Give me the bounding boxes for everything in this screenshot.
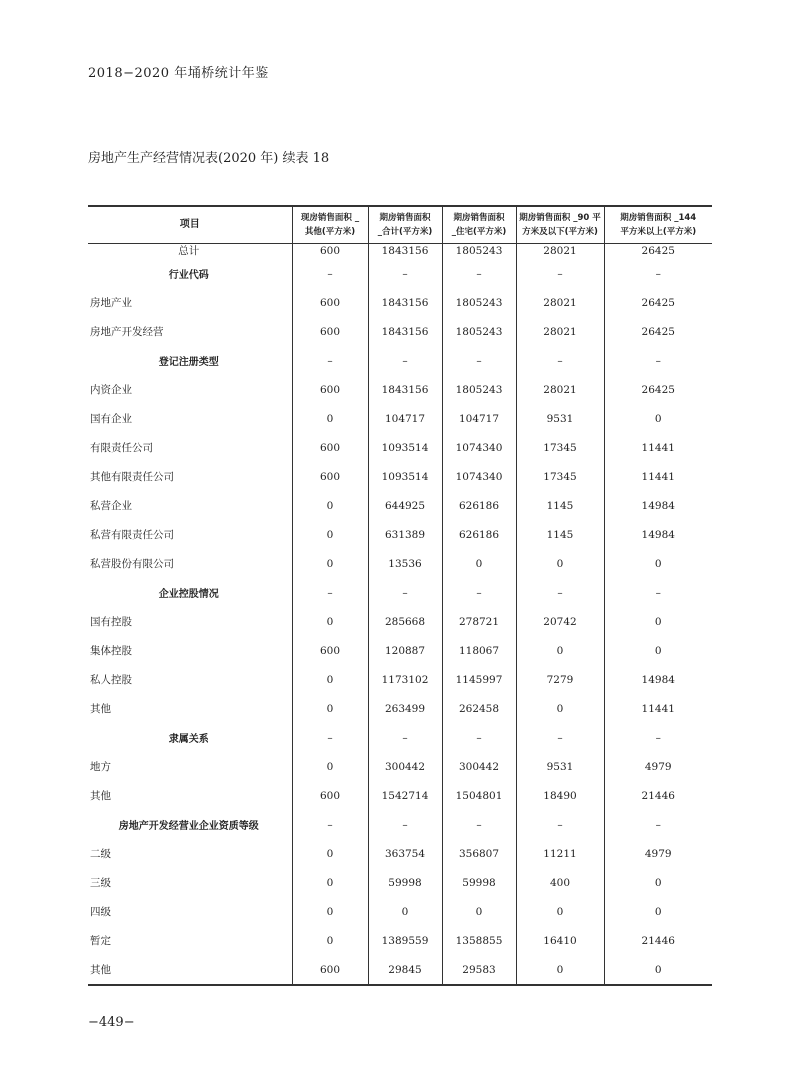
table-row (88, 665, 712, 694)
table-row (88, 317, 712, 346)
row-label: 总计 (178, 245, 200, 257)
table-cell: – (442, 578, 516, 607)
table-cell: – (292, 346, 368, 375)
table-row (88, 549, 712, 578)
table-cell: – (604, 723, 712, 752)
category-heading: 登记注册类型 (158, 357, 219, 368)
row-label: 房地产开发经营 (90, 326, 164, 338)
table-cell: – (368, 723, 442, 752)
table-cell: 1805243 (442, 244, 516, 260)
table-cell: 16410 (516, 926, 604, 955)
table-cell: 0 (604, 868, 712, 897)
column-header-presale-144-above: 期房销售面积 _144 平方米以上(平方米) (604, 206, 712, 244)
table-cell: 0 (604, 404, 712, 433)
table-cell: 17345 (516, 433, 604, 462)
table-cell: – (292, 259, 368, 288)
page-number: −449− (88, 1015, 135, 1030)
table-cell: 4979 (604, 752, 712, 781)
table-cell: – (604, 346, 712, 375)
table-cell: 600 (292, 462, 368, 491)
table-cell: – (442, 723, 516, 752)
table-cell: – (368, 259, 442, 288)
table-cell: 21446 (604, 926, 712, 955)
table-cell: 104717 (368, 404, 442, 433)
table-cell: 0 (292, 839, 368, 868)
table-cell: 600 (292, 781, 368, 810)
table-cell: 0 (604, 549, 712, 578)
table-cell: 600 (292, 375, 368, 404)
table-cell: – (368, 346, 442, 375)
table-cell: 262458 (442, 694, 516, 723)
table-row (88, 578, 712, 607)
table-cell: 1843156 (368, 288, 442, 317)
table-cell: 0 (604, 607, 712, 636)
table-cell: 0 (604, 955, 712, 985)
table-cell: 0 (604, 636, 712, 665)
row-label: 其他有限责任公司 (90, 471, 174, 483)
table-cell: 1074340 (442, 462, 516, 491)
row-label: 地方 (90, 761, 111, 773)
table-header-row (88, 206, 712, 244)
table-cell: 11441 (604, 462, 712, 491)
table-cell: 11441 (604, 433, 712, 462)
table-cell: 0 (516, 636, 604, 665)
table-cell: 626186 (442, 520, 516, 549)
table-row (88, 404, 712, 433)
row-label: 暂定 (90, 935, 111, 947)
table-cell: 9531 (516, 752, 604, 781)
table-row (88, 636, 712, 665)
table-cell: 600 (292, 288, 368, 317)
table-cell: 59998 (442, 868, 516, 897)
table-cell: – (442, 259, 516, 288)
row-label: 有限责任公司 (90, 442, 153, 454)
table-cell: 1843156 (368, 244, 442, 260)
table-cell: 21446 (604, 781, 712, 810)
table-cell: 0 (516, 897, 604, 926)
table-cell: 14984 (604, 491, 712, 520)
column-header-presale-residential: 期房销售面积 _住宅(平方米) (442, 206, 516, 244)
table-row (88, 259, 712, 288)
table-cell: 4979 (604, 839, 712, 868)
table-cell: – (516, 723, 604, 752)
table-cell: 1358855 (442, 926, 516, 955)
column-header-presale-total: 期房销售面积 _合计(平方米) (368, 206, 442, 244)
table-cell: 11441 (604, 694, 712, 723)
table-cell: – (442, 346, 516, 375)
table-cell: 363754 (368, 839, 442, 868)
table-cell: 0 (292, 868, 368, 897)
table-cell: – (516, 346, 604, 375)
table-cell: 18490 (516, 781, 604, 810)
table-row (88, 520, 712, 549)
table-row (88, 375, 712, 404)
table-cell: 0 (516, 955, 604, 985)
row-label: 私营股份有限公司 (90, 558, 174, 570)
table-cell: – (368, 810, 442, 839)
row-label: 私人控股 (90, 674, 132, 686)
table-cell: 0 (292, 752, 368, 781)
table-cell: 0 (292, 926, 368, 955)
table-cell: 1542714 (368, 781, 442, 810)
table-cell: 356807 (442, 839, 516, 868)
table-cell: 1093514 (368, 462, 442, 491)
table-cell: – (292, 723, 368, 752)
table-cell: 14984 (604, 520, 712, 549)
table-cell: 300442 (442, 752, 516, 781)
table-row (88, 839, 712, 868)
table-cell: 1145 (516, 491, 604, 520)
table-row (88, 346, 712, 375)
table-cell: 28021 (516, 375, 604, 404)
table-cell: 0 (292, 404, 368, 433)
table-cell: 1805243 (442, 288, 516, 317)
row-label: 其他 (90, 703, 111, 715)
table-cell: 120887 (368, 636, 442, 665)
table-cell: 29583 (442, 955, 516, 985)
table-row (88, 723, 712, 752)
table-cell: – (516, 810, 604, 839)
row-label: 其他 (90, 790, 111, 802)
table-cell: – (604, 259, 712, 288)
table-cell: 0 (516, 694, 604, 723)
row-label: 集体控股 (90, 645, 132, 657)
table-title: 房地产生产经营情况表(2020 年) 续表 18 (88, 151, 330, 166)
category-heading: 企业控股情况 (158, 589, 219, 600)
table-cell: 29845 (368, 955, 442, 985)
table-cell: – (292, 578, 368, 607)
table-row (88, 868, 712, 897)
row-label: 国有控股 (90, 616, 132, 628)
row-label: 三级 (90, 877, 111, 889)
statistics-table (88, 205, 712, 986)
table-cell: 600 (292, 317, 368, 346)
running-head: 2018−2020 年埇桥统计年鉴 (88, 66, 269, 81)
column-header-item: 项目 (88, 206, 292, 244)
table-cell: – (604, 810, 712, 839)
table-row (88, 810, 712, 839)
table-cell: 9531 (516, 404, 604, 433)
table-cell: 28021 (516, 288, 604, 317)
category-heading: 行业代码 (168, 270, 209, 281)
table-cell: – (516, 259, 604, 288)
table-cell: 1173102 (368, 665, 442, 694)
table-cell: 104717 (442, 404, 516, 433)
table-cell: 17345 (516, 462, 604, 491)
table-cell: 26425 (604, 317, 712, 346)
table-row (88, 781, 712, 810)
table-cell: 263499 (368, 694, 442, 723)
row-label: 私营有限责任公司 (90, 529, 174, 541)
table-cell: 0 (292, 665, 368, 694)
table-cell: 600 (292, 636, 368, 665)
category-heading: 房地产开发经营业企业资质等级 (118, 821, 259, 832)
table-cell: 1145 (516, 520, 604, 549)
table-cell: 1389559 (368, 926, 442, 955)
table-cell: 1504801 (442, 781, 516, 810)
table-cell: 118067 (442, 636, 516, 665)
row-label: 房地产业 (90, 297, 132, 309)
table-row (88, 752, 712, 781)
table-cell: 1805243 (442, 375, 516, 404)
table-cell: 600 (292, 244, 368, 260)
row-label: 其他 (88, 955, 292, 985)
table-row (88, 607, 712, 636)
table-cell: 300442 (368, 752, 442, 781)
table-cell: 0 (292, 694, 368, 723)
table-cell: 278721 (442, 607, 516, 636)
table-cell: 1805243 (442, 317, 516, 346)
table-cell: 20742 (516, 607, 604, 636)
table-cell: 26425 (604, 375, 712, 404)
row-label: 二级 (90, 848, 111, 860)
row-label: 内资企业 (90, 384, 132, 396)
table-row (88, 694, 712, 723)
table-row (88, 955, 712, 985)
table-cell: – (442, 810, 516, 839)
table-cell: 13536 (368, 549, 442, 578)
table-row (88, 244, 712, 260)
column-header-existing-other: 现房销售面积 _ 其他(平方米) (292, 206, 368, 244)
table-cell: 0 (292, 607, 368, 636)
table-cell: 0 (442, 549, 516, 578)
table-cell: 0 (292, 897, 368, 926)
table-cell: 600 (292, 433, 368, 462)
table-cell: 0 (368, 897, 442, 926)
table-cell: 28021 (516, 317, 604, 346)
table-row (88, 491, 712, 520)
table-cell: 1074340 (442, 433, 516, 462)
table-cell: 644925 (368, 491, 442, 520)
column-header-presale-90-below: 期房销售面积 _90 平 方米及以下(平方米) (516, 206, 604, 244)
table-cell: 14984 (604, 665, 712, 694)
table-cell: 1145997 (442, 665, 516, 694)
table-row (88, 288, 712, 317)
table-cell: 28021 (516, 244, 604, 260)
table-cell: 1093514 (368, 433, 442, 462)
table-cell: 1843156 (368, 317, 442, 346)
table-cell: – (368, 578, 442, 607)
table-cell: 59998 (368, 868, 442, 897)
table-row (88, 433, 712, 462)
table-cell: 0 (292, 549, 368, 578)
table-cell: 400 (516, 868, 604, 897)
table-cell: 0 (292, 520, 368, 549)
table-row (88, 462, 712, 491)
table-cell: 0 (292, 491, 368, 520)
category-heading: 隶属关系 (168, 734, 209, 745)
table-cell: 7279 (516, 665, 604, 694)
row-label: 四级 (90, 906, 111, 918)
table-cell: 600 (292, 955, 368, 985)
row-label: 国有企业 (90, 413, 132, 425)
table-cell: 11211 (516, 839, 604, 868)
table-cell: 26425 (604, 288, 712, 317)
table-cell: – (604, 578, 712, 607)
table-cell: – (516, 578, 604, 607)
table-cell: 1843156 (368, 375, 442, 404)
row-label: 私营企业 (90, 500, 132, 512)
table-cell: 0 (442, 897, 516, 926)
table-row (88, 897, 712, 926)
table-cell: 626186 (442, 491, 516, 520)
table-cell: 0 (516, 549, 604, 578)
table-cell: 0 (604, 897, 712, 926)
table-cell: 631389 (368, 520, 442, 549)
table-cell: 285668 (368, 607, 442, 636)
table-cell: – (292, 810, 368, 839)
table-row (88, 926, 712, 955)
table-cell: 26425 (604, 244, 712, 260)
